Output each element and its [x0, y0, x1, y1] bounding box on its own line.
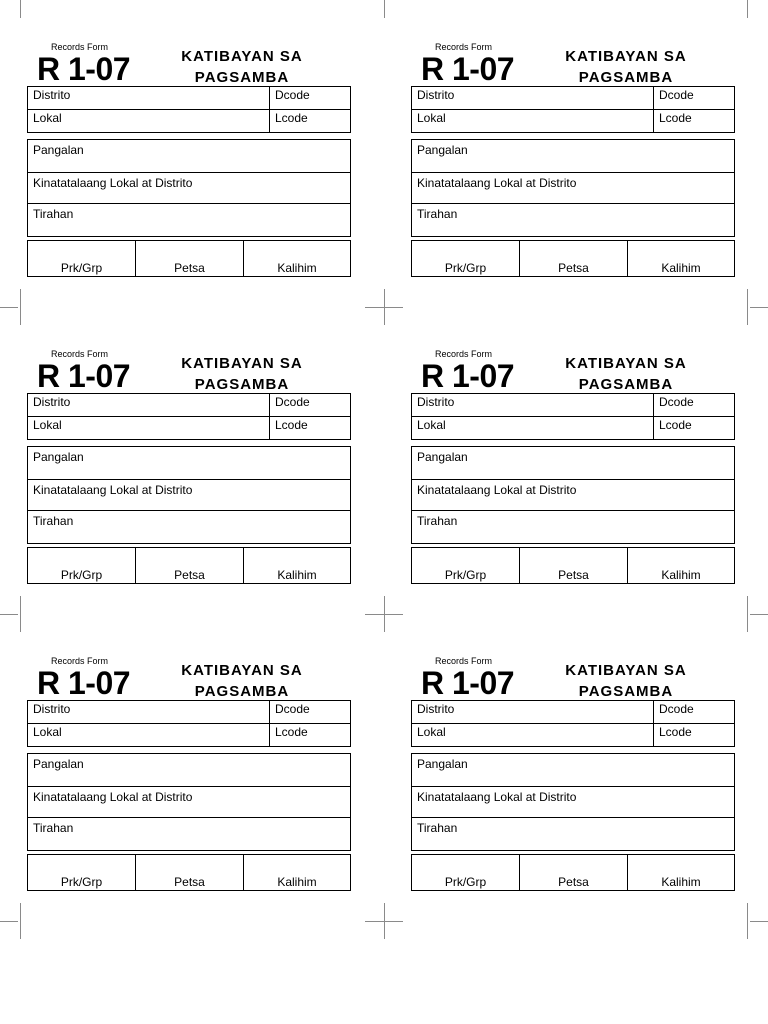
- lcode-field[interactable]: Lcode: [653, 723, 735, 747]
- kinatatalaang-field[interactable]: Kinatatalaang Lokal at Distrito: [411, 172, 735, 204]
- lcode-field[interactable]: Lcode: [653, 416, 735, 440]
- form-code: R 1-07: [37, 358, 131, 394]
- prk-grp-field[interactable]: Prk/Grp: [27, 854, 136, 891]
- crop-mark-line: [384, 289, 385, 325]
- form-title: [551, 660, 701, 702]
- crop-mark-line: [747, 596, 748, 632]
- form-title-line1: KATIBAYAN SA: [565, 355, 687, 372]
- crop-mark-line: [20, 596, 21, 632]
- crop-mark-line: [20, 903, 21, 939]
- form-title-line2: PAGSAMBA: [578, 69, 674, 86]
- kinatatalaang-field[interactable]: Kinatatalaang Lokal at Distrito: [27, 172, 351, 204]
- tirahan-field[interactable]: Tirahan: [27, 817, 351, 851]
- pangalan-field[interactable]: Pangalan: [411, 139, 735, 173]
- tirahan-field[interactable]: Tirahan: [27, 203, 351, 237]
- petsa-field[interactable]: Petsa: [519, 240, 628, 277]
- records-form-label: Records Form: [51, 42, 109, 52]
- records-form-card: [27, 42, 353, 287]
- petsa-field[interactable]: Petsa: [135, 547, 244, 584]
- lcode-field[interactable]: Lcode: [269, 109, 351, 133]
- form-title-line1: KATIBAYAN SA: [181, 355, 303, 372]
- lokal-field[interactable]: Lokal: [27, 723, 270, 747]
- records-form-card: [27, 349, 353, 594]
- form-title-line1: KATIBAYAN SA: [565, 48, 687, 65]
- crop-mark-line: [747, 289, 748, 325]
- distrito-field[interactable]: Distrito: [411, 700, 654, 724]
- tirahan-field[interactable]: Tirahan: [27, 510, 351, 544]
- crop-mark-line: [747, 0, 748, 18]
- dcode-field[interactable]: Dcode: [653, 86, 735, 110]
- dcode-field[interactable]: Dcode: [653, 393, 735, 417]
- crop-mark-line: [750, 921, 768, 922]
- pangalan-field[interactable]: Pangalan: [411, 446, 735, 480]
- form-title: [167, 660, 317, 702]
- records-form-card: [411, 656, 737, 901]
- crop-mark-line: [0, 921, 18, 922]
- kalihim-field[interactable]: Kalihim: [627, 854, 735, 891]
- distrito-field[interactable]: Distrito: [411, 86, 654, 110]
- tirahan-field[interactable]: Tirahan: [411, 510, 735, 544]
- kinatatalaang-field[interactable]: Kinatatalaang Lokal at Distrito: [411, 786, 735, 818]
- records-form-label: Records Form: [51, 656, 109, 666]
- pangalan-field[interactable]: Pangalan: [411, 753, 735, 787]
- records-form-label: Records Form: [51, 349, 109, 359]
- dcode-field[interactable]: Dcode: [269, 86, 351, 110]
- crop-mark-line: [20, 0, 21, 18]
- form-title: [167, 353, 317, 395]
- distrito-field[interactable]: Distrito: [27, 86, 270, 110]
- form-title-line2: PAGSAMBA: [194, 683, 290, 700]
- kalihim-field[interactable]: Kalihim: [243, 240, 351, 277]
- form-title-line1: KATIBAYAN SA: [181, 662, 303, 679]
- records-form-card: [27, 656, 353, 901]
- lokal-field[interactable]: Lokal: [27, 109, 270, 133]
- form-title-line1: KATIBAYAN SA: [181, 48, 303, 65]
- tirahan-field[interactable]: Tirahan: [411, 817, 735, 851]
- form-title: [551, 353, 701, 395]
- lokal-field[interactable]: Lokal: [27, 416, 270, 440]
- prk-grp-field[interactable]: Prk/Grp: [411, 547, 520, 584]
- dcode-field[interactable]: Dcode: [269, 393, 351, 417]
- crop-mark-line: [384, 903, 385, 939]
- kinatatalaang-field[interactable]: Kinatatalaang Lokal at Distrito: [411, 479, 735, 511]
- petsa-field[interactable]: Petsa: [135, 240, 244, 277]
- form-code: R 1-07: [421, 358, 515, 394]
- records-form-label: Records Form: [435, 656, 493, 666]
- form-code: R 1-07: [421, 51, 515, 87]
- kalihim-field[interactable]: Kalihim: [243, 547, 351, 584]
- distrito-field[interactable]: Distrito: [27, 393, 270, 417]
- dcode-field[interactable]: Dcode: [653, 700, 735, 724]
- form-title-line2: PAGSAMBA: [194, 69, 290, 86]
- lcode-field[interactable]: Lcode: [269, 416, 351, 440]
- crop-mark-line: [747, 903, 748, 939]
- crop-mark-line: [0, 614, 18, 615]
- crop-mark-line: [750, 307, 768, 308]
- records-form-label: Records Form: [435, 349, 493, 359]
- lcode-field[interactable]: Lcode: [269, 723, 351, 747]
- form-code: R 1-07: [37, 665, 131, 701]
- pangalan-field[interactable]: Pangalan: [27, 446, 351, 480]
- prk-grp-field[interactable]: Prk/Grp: [411, 854, 520, 891]
- records-form-card: [411, 349, 737, 594]
- form-title: [167, 46, 317, 88]
- kalihim-field[interactable]: Kalihim: [243, 854, 351, 891]
- form-title-line2: PAGSAMBA: [578, 376, 674, 393]
- crop-mark-line: [20, 289, 21, 325]
- distrito-field[interactable]: Distrito: [27, 700, 270, 724]
- kalihim-field[interactable]: Kalihim: [627, 547, 735, 584]
- petsa-field[interactable]: Petsa: [519, 547, 628, 584]
- records-form-card: [411, 42, 737, 287]
- prk-grp-field[interactable]: Prk/Grp: [27, 240, 136, 277]
- dcode-field[interactable]: Dcode: [269, 700, 351, 724]
- records-form-label: Records Form: [435, 42, 493, 52]
- crop-mark-line: [384, 596, 385, 632]
- tirahan-field[interactable]: Tirahan: [411, 203, 735, 237]
- pangalan-field[interactable]: Pangalan: [27, 753, 351, 787]
- kinatatalaang-field[interactable]: Kinatatalaang Lokal at Distrito: [27, 786, 351, 818]
- form-title-line2: PAGSAMBA: [578, 683, 674, 700]
- form-title: [551, 46, 701, 88]
- prk-grp-field[interactable]: Prk/Grp: [27, 547, 136, 584]
- kalihim-field[interactable]: Kalihim: [627, 240, 735, 277]
- pangalan-field[interactable]: Pangalan: [27, 139, 351, 173]
- lokal-field[interactable]: Lokal: [411, 416, 654, 440]
- form-code: R 1-07: [37, 51, 131, 87]
- lcode-field[interactable]: Lcode: [653, 109, 735, 133]
- crop-mark-line: [0, 307, 18, 308]
- prk-grp-field[interactable]: Prk/Grp: [411, 240, 520, 277]
- petsa-field[interactable]: Petsa: [135, 854, 244, 891]
- distrito-field[interactable]: Distrito: [411, 393, 654, 417]
- form-code: R 1-07: [421, 665, 515, 701]
- petsa-field[interactable]: Petsa: [519, 854, 628, 891]
- crop-mark-line: [750, 614, 768, 615]
- form-title-line2: PAGSAMBA: [194, 376, 290, 393]
- crop-mark-line: [384, 0, 385, 18]
- lokal-field[interactable]: Lokal: [411, 723, 654, 747]
- lokal-field[interactable]: Lokal: [411, 109, 654, 133]
- kinatatalaang-field[interactable]: Kinatatalaang Lokal at Distrito: [27, 479, 351, 511]
- form-title-line1: KATIBAYAN SA: [565, 662, 687, 679]
